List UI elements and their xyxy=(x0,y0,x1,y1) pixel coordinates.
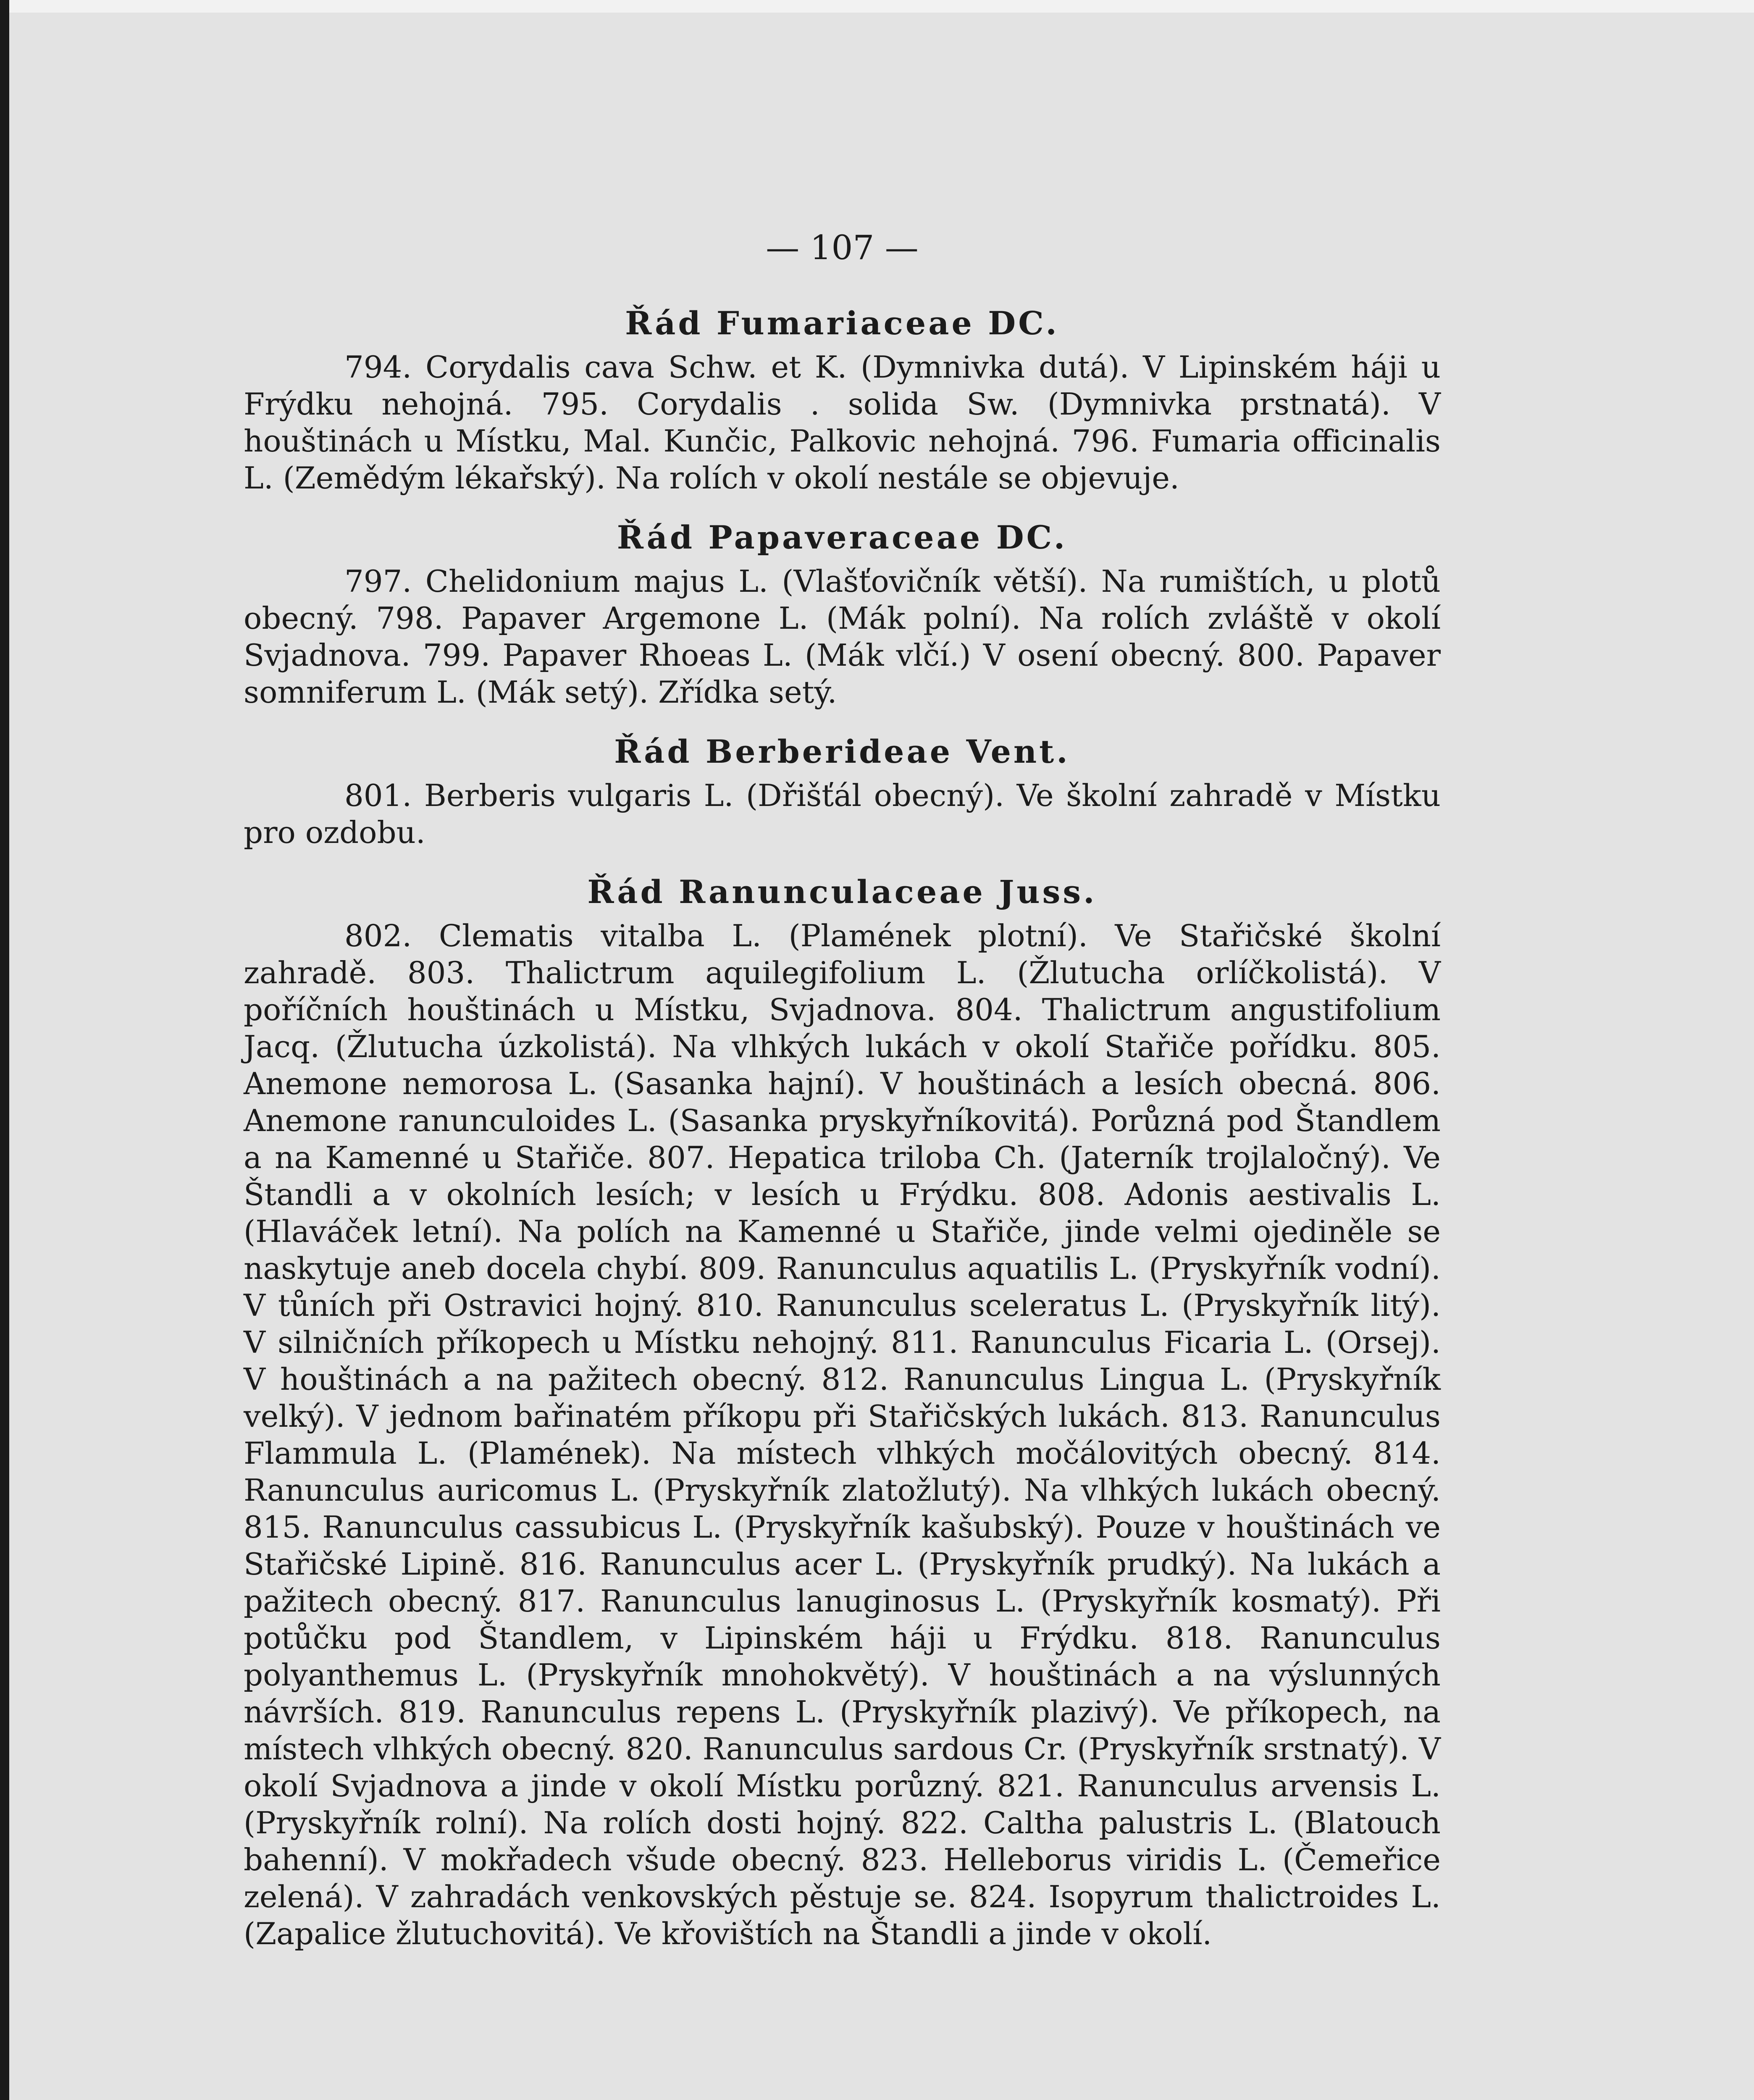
section-text-berberideae: 801. Berberis vulgaris L. (Dřišťál obecný). Ve školní zahradě v Místku pro ozdobu. xyxy=(244,778,1441,850)
section-heading-berberideae: Řád Berberideae Vent. xyxy=(614,733,1070,770)
section-text-fumariaceae: 794. Corydalis cava Schw. et K. (Dymnivka dutá). V Lipinském háji u Frýdku nehojná. 795. Corydalis . solida Sw. (Dymnivka prstnatá). V houštinách u Místku, Mal. Kunčic, Palkovic nehojná. 796. Fumaria officinalis L. (Zemědým lékařský). Na rolích v okolí nestále se objevuje. xyxy=(244,349,1441,496)
binding-edge xyxy=(0,0,9,2100)
page-number: — 107 — xyxy=(766,228,919,267)
page-body xyxy=(244,227,1441,1966)
top-margin xyxy=(9,0,1754,13)
section-heading-fumariaceae: Řád Fumariaceae DC. xyxy=(625,304,1059,342)
section-text-papaveraceae: 797. Chelidonium majus L. (Vlašťovičník větší). Na rumištích, u plotů obecný. 798. Papaver Argemone L. (Mák polní). Na rolích zvláště v okolí Svjadnova. 799. Papaver Rhoeas L. (Mák vlčí.) V osení obecný. 800. Papaver somniferum L. (Mák setý). Zřídka setý. xyxy=(244,564,1441,710)
section-heading-papaveraceae: Řád Papaveraceae DC. xyxy=(617,519,1068,556)
section-heading-ranunculaceae: Řád Ranunculaceae Juss. xyxy=(587,873,1097,911)
section-text-ranunculaceae: 802. Clematis vitalba L. (Plamének plotní). Ve Stařičské školní zahradě. 803. Thalictrum aquilegifolium L. (Žlutucha orlíčkolistá). V poříčních houštinách u Místku, Svjadnova. 804. Thalictrum angustifolium Jacq. (Žlutucha úzkolistá). Na vlhkých lukách v okolí Stařiče pořídku. 805. Anemone nemorosa L. (Sasanka hajní). V houštinách a lesích obecná. 806. Anemone ranunculoides L. (Sasanka pryskyřníkovitá). Porůzná pod Štandlem a na Kamenné u Stařiče. 807. Hepatica triloba Ch. (Jaterník trojlaločný). Ve Štandli a v okolních lesích; v lesích u Frýdku. 808. Adonis aestivalis L. (Hlaváček letní). Na polích na Kamenné u Stařiče, jinde velmi ojediněle se naskytuje aneb docela chybí. 809. Ranunculus aquatilis L. (Pryskyřník vodní). V tůních při Ostravici hojný. 810. Ranunculus sceleratus L. (Pryskyřník litý). V silničních příkopech u Místku nehojný. 811. Ranunculus Ficaria L. (Orsej). V houštinách a na pažitech obecný. 812. Ranunculus Lingua L. (Pryskyřník velký). V jednom bařinatém příkopu při Stařičských lukách. 813. Ranunculus Flammula L. (Plamének). Na místech vlhkých močálovitých obecný. 814. Ranunculus auricomus L. (Pryskyřník zlatožlutý). Na vlhkých lukách obecný. 815. Ranunculus cassubicus L. (Pryskyřník kašubský). Pouze v houštinách ve Stařičské Lipině. 816. Ranunculus acer L. (Pryskyřník prudký). Na lukách a pažitech obecný. 817. Ranunculus lanuginosus L. (Pryskyřník kosmatý). Při potůčku pod Štandlem, v Lipinském háji u Frýdku. 818. Ranunculus polyanthemus L. (Pryskyřník mnohokvětý). V houštinách a na výslunných návrších. 819. Ranunculus repens L. (Pryskyřník plazivý). Ve příkopech, na místech vlhkých obecný. 820. Ranunculus sardous Cr. (Pryskyřník srstnatý). V okolí Svjadnova a jinde v okolí Místku porůzný. 821. Ranunculus arvensis L. (Pryskyřník rolní). Na rolích dosti hojný. 822. Caltha palustris L. (Blatouch bahenní). V mokřadech všude obecný. 823. Helleborus viridis L. (Čemeřice zelená). V zahradách venkovských pěstuje se. 824. Isopyrum thalictroides L. (Zapalice žlutuchovitá). Ve křovištích na Štandli a jinde v okolí. xyxy=(244,918,1441,1951)
